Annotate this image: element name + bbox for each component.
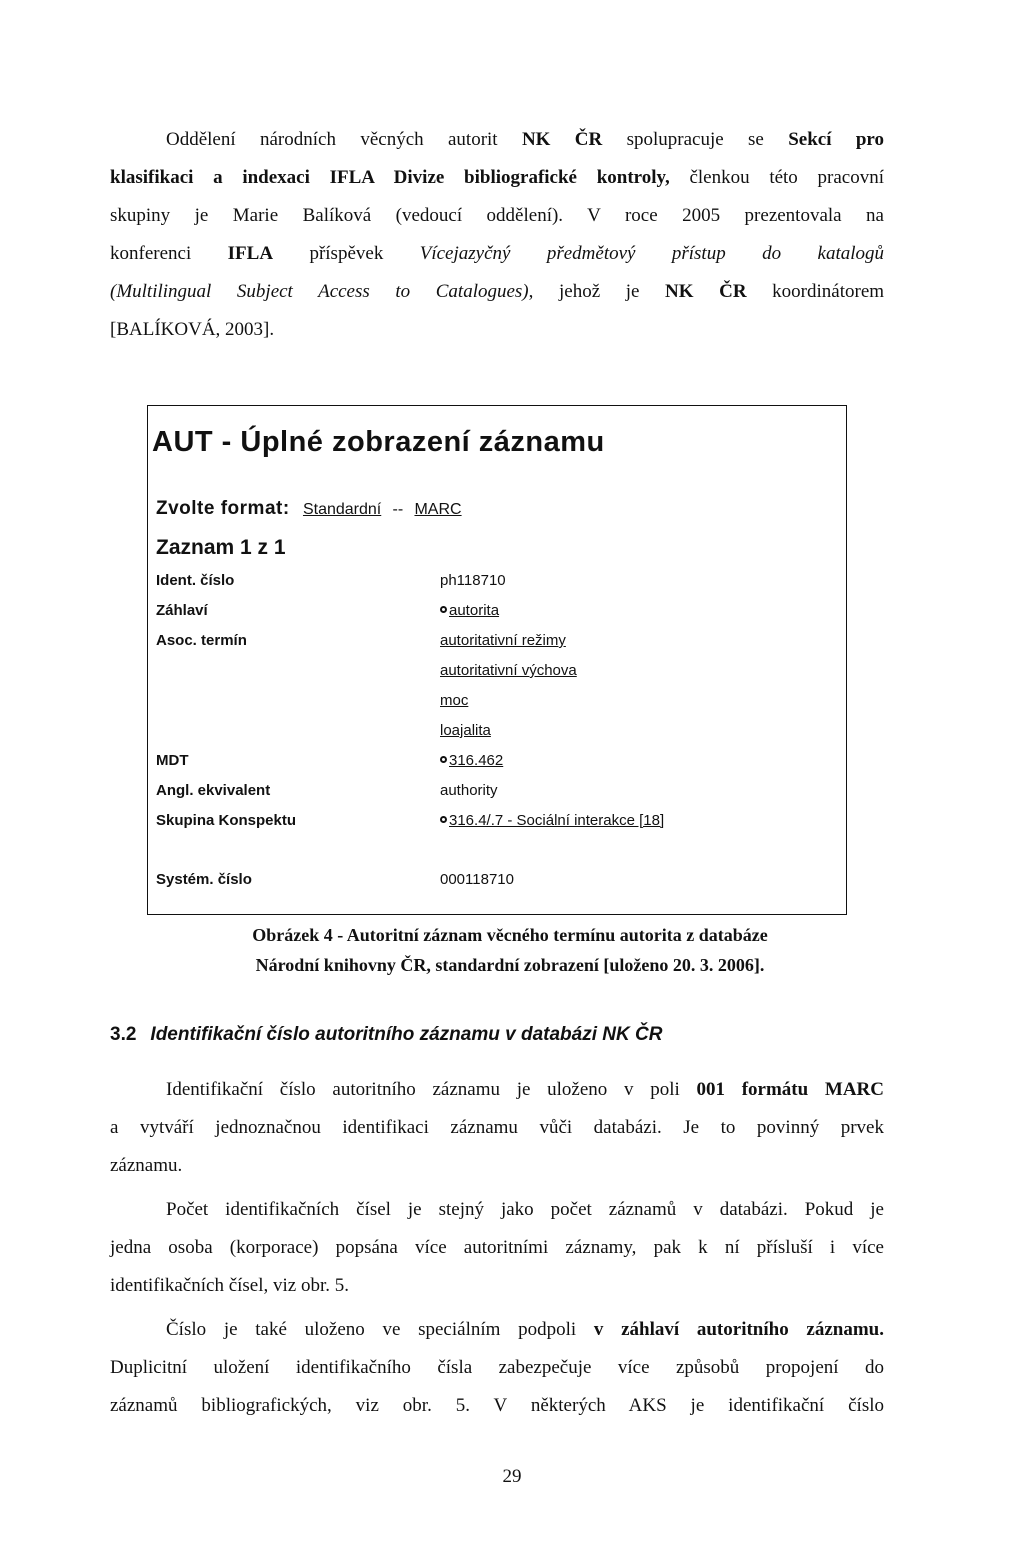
system-label: Systém. číslo	[156, 871, 252, 888]
format-label: Zvolte format:	[156, 498, 290, 519]
p2-line-2: jedna osoba (korporace) popsána více autoritními záznamy, pak k ní přísluší i více	[110, 1237, 884, 1258]
ident-label: Ident. číslo	[156, 572, 235, 589]
ident-value: ph118710	[440, 572, 506, 589]
section-heading	[110, 1024, 662, 1046]
section-title: Identifikační číslo autoritního záznamu v databázi NK ČR	[150, 1024, 663, 1045]
assoc-term-link[interactable]: autoritativní výchova	[440, 662, 577, 679]
caption-line-1: Obrázek 4 - Autoritní záznam věcného termínu autorita z databáze	[252, 925, 768, 945]
assoc-term-link[interactable]: autoritativní režimy	[440, 632, 566, 649]
p2-line-3: identifikačních čísel, viz obr. 5.	[110, 1275, 350, 1296]
field-ident	[156, 572, 836, 594]
intro-line-4: konferenci IFLA příspěvek Vícejazyčný předmětový přístup do katalogů	[110, 243, 885, 264]
figure-title: AUT - Úplné zobrazení záznamu	[152, 426, 605, 458]
mdt-label: MDT	[156, 752, 189, 769]
page-number: 29	[502, 1466, 522, 1487]
record-count: Zaznam 1 z 1	[156, 536, 286, 559]
system-value: 000118710	[440, 871, 514, 888]
header-value-link[interactable]: autorita	[440, 602, 499, 619]
bullet-icon	[440, 816, 447, 823]
paragraph-3	[110, 1311, 884, 1425]
english-label: Angl. ekvivalent	[156, 782, 271, 799]
field-assoc	[156, 632, 836, 654]
intro-line-2: klasifikaci a indexaci IFLA Divize bibliografické kontroly, členkou této pracovní	[110, 167, 884, 188]
field-assoc-3	[156, 692, 836, 714]
p1-line-1: Identifikační číslo autoritního záznamu je uloženo v poli 001 formátu MARC	[166, 1079, 884, 1100]
format-separator: --	[392, 501, 404, 518]
paragraph-1	[110, 1071, 884, 1185]
header-label: Záhlaví	[156, 602, 208, 619]
field-mdt	[156, 752, 836, 774]
field-english	[156, 782, 836, 804]
bullet-icon	[440, 756, 447, 763]
format-selector	[156, 498, 462, 520]
english-value: authority	[440, 782, 498, 799]
figure-caption	[110, 920, 910, 980]
mdt-value-link[interactable]: 316.462	[440, 752, 503, 769]
p3-line-3: záznamů bibliografických, viz obr. 5. V některých AKS je identifikační číslo	[110, 1395, 884, 1416]
intro-line-1: Oddělení národních věcných autorit NK ČR spolupracuje se Sekcí pro	[166, 129, 884, 150]
format-standard-link[interactable]: Standardní	[302, 501, 382, 518]
p3-line-1: Číslo je také uloženo ve speciálním podpoli v záhlaví autoritního záznamu.	[166, 1319, 884, 1340]
konspekt-label: Skupina Konspektu	[156, 812, 297, 829]
format-marc-link[interactable]: MARC	[414, 501, 462, 518]
p1-line-3: záznamu.	[110, 1155, 183, 1176]
field-assoc-4	[156, 722, 836, 744]
paragraph-2	[110, 1191, 884, 1305]
intro-line-3: skupiny je Marie Balíková (vedoucí oddělení). V roce 2005 prezentovala na	[110, 205, 884, 226]
bullet-icon	[440, 606, 447, 613]
assoc-term-link[interactable]: loajalita	[440, 722, 491, 739]
field-konspekt	[156, 812, 836, 834]
caption-line-2: Národní knihovny ČR, standardní zobrazení [uloženo 20. 3. 2006].	[255, 955, 765, 975]
field-system	[156, 871, 836, 893]
field-assoc-2	[156, 662, 836, 684]
konspekt-value-link[interactable]: 316.4/.7 - Sociální interakce [18]	[440, 812, 664, 829]
intro-line-6: [BALÍKOVÁ, 2003].	[110, 319, 275, 340]
assoc-label: Asoc. termín	[156, 632, 247, 649]
p2-line-1: Počet identifikačních čísel je stejný jako počet záznamů v databázi. Pokud je	[166, 1199, 884, 1220]
p3-line-2: Duplicitní uložení identifikačního čísla zabezpečuje více způsobů propojení do	[110, 1357, 884, 1378]
assoc-term-link[interactable]: moc	[440, 692, 469, 709]
authority-record-figure	[147, 405, 847, 915]
intro-line-5: (Multilingual Subject Access to Catalogues), jehož je NK ČR koordinátorem	[110, 281, 885, 302]
intro-paragraph	[110, 121, 884, 349]
field-header	[156, 602, 836, 624]
section-number: 3.2	[110, 1024, 137, 1045]
p1-line-2: a vytváří jednoznačnou identifikaci záznamu vůči databázi. Je to povinný prvek	[110, 1117, 884, 1138]
